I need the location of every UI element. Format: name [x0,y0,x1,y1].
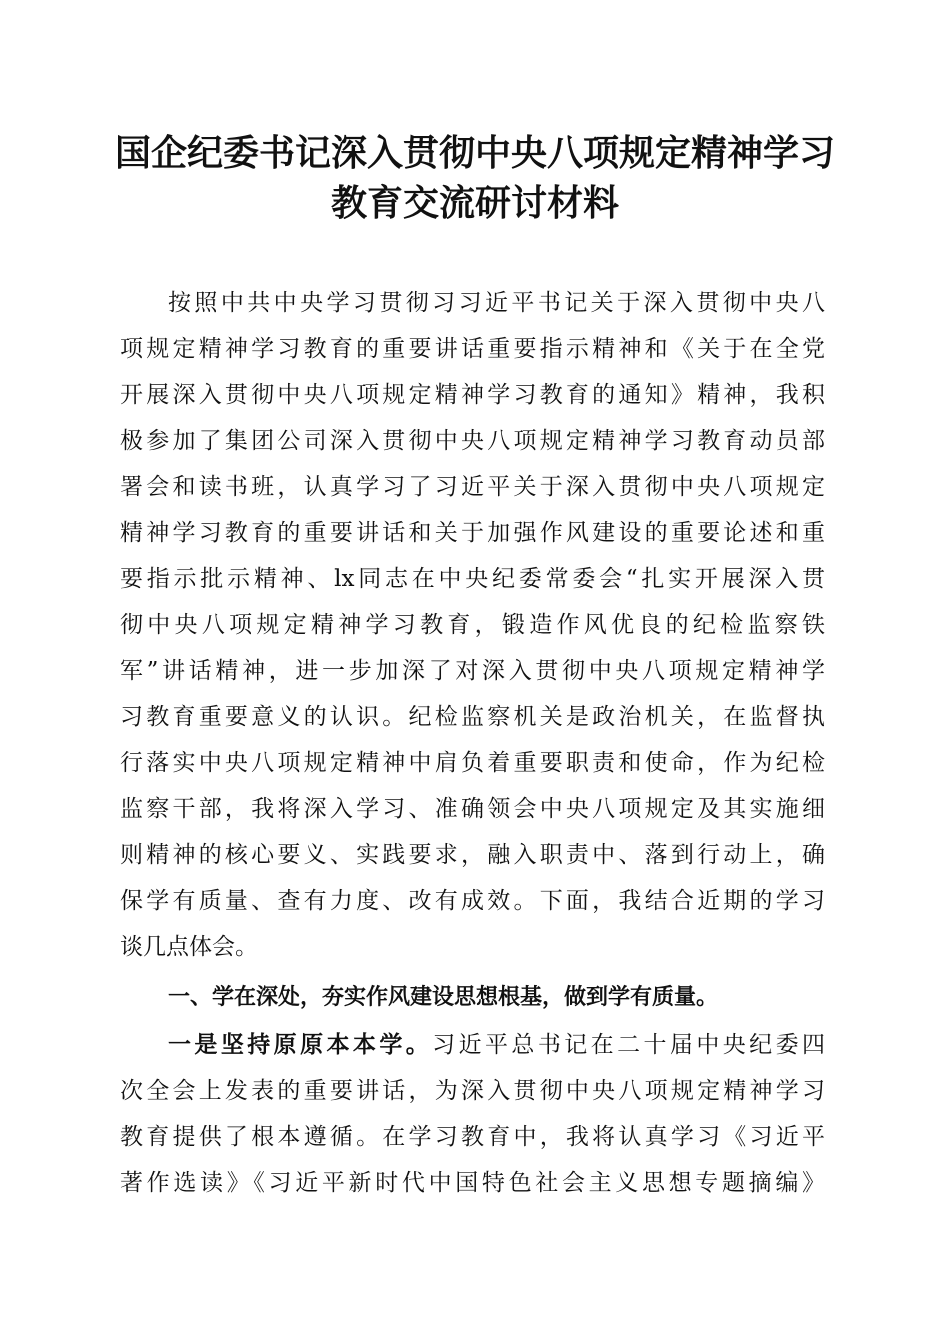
paragraph-line: 精神学习教育的重要讲话和关于加强作风建设的重要论述和重 [120,520,825,546]
paragraph-line: 著作选读》《习近平新时代中国特色社会主义思想专题摘编》 [120,1170,825,1196]
paragraph-line: 则精神的核心要义、实践要求，融入职责中、落到行动上，确 [120,842,825,868]
paragraph-line: 行落实中央八项规定精神中肩负着重要职责和使命，作为纪检 [120,750,825,776]
document-title [105,128,845,228]
paragraph-lead-rest: 习近平总书记在二十届中央纪委四 [432,1032,826,1058]
paragraph-line: 教育提供了根本遵循。在学习教育中，我将认真学习《习近平 [120,1124,825,1150]
paragraph-lead: 一是坚持原原本本学。 [168,1031,433,1058]
paragraph-2 [120,1022,825,1206]
title-line-2: 教育交流研讨材料 [330,182,619,224]
paragraph-line: 彻中央八项规定精神学习教育，锻造作风优良的纪检监察铁 [120,612,825,638]
paragraph-line: 要指示批示精神、lx同志在中央纪委常委会“扎实开展深入贯 [120,566,825,592]
section-heading-1: 一、学在深处，夯实作风建设思想根基，做到学有质量。 [168,985,719,1010]
paragraph-line: 署会和读书班，认真学习了习近平关于深入贯彻中央八项规定 [120,474,825,500]
paragraph-line: 军”讲话精神，进一步加深了对深入贯彻中央八项规定精神学 [120,658,825,684]
paragraph-line: 开展深入贯彻中央八项规定精神学习教育的通知》精神，我积 [120,382,825,408]
paragraph-line: 按照中共中央学习贯彻习习近平书记关于深入贯彻中央八 [168,290,825,316]
document-body [120,280,825,1206]
paragraph-line: 谈几点体会。 [120,934,258,960]
paragraph-line: 项规定精神学习教育的重要讲话重要指示精神和《关于在全党 [120,336,825,362]
paragraph-line: 保学有质量、查有力度、改有成效。下面，我结合近期的学习 [120,888,825,914]
paragraph-line: 次全会上发表的重要讲话，为深入贯彻中央八项规定精神学习 [120,1078,825,1104]
title-line-1: 国企纪委书记深入贯彻中央八项规定精神学习 [114,132,835,174]
paragraph-1 [120,280,825,970]
paragraph-line: 极参加了集团公司深入贯彻中央八项规定精神学习教育动员部 [120,428,825,454]
paragraph-line: 习教育重要意义的认识。纪检监察机关是政治机关，在监督执 [120,704,825,730]
paragraph-line [120,1022,825,1068]
paragraph-line: 监察干部，我将深入学习、准确领会中央八项规定及其实施细 [120,796,825,822]
